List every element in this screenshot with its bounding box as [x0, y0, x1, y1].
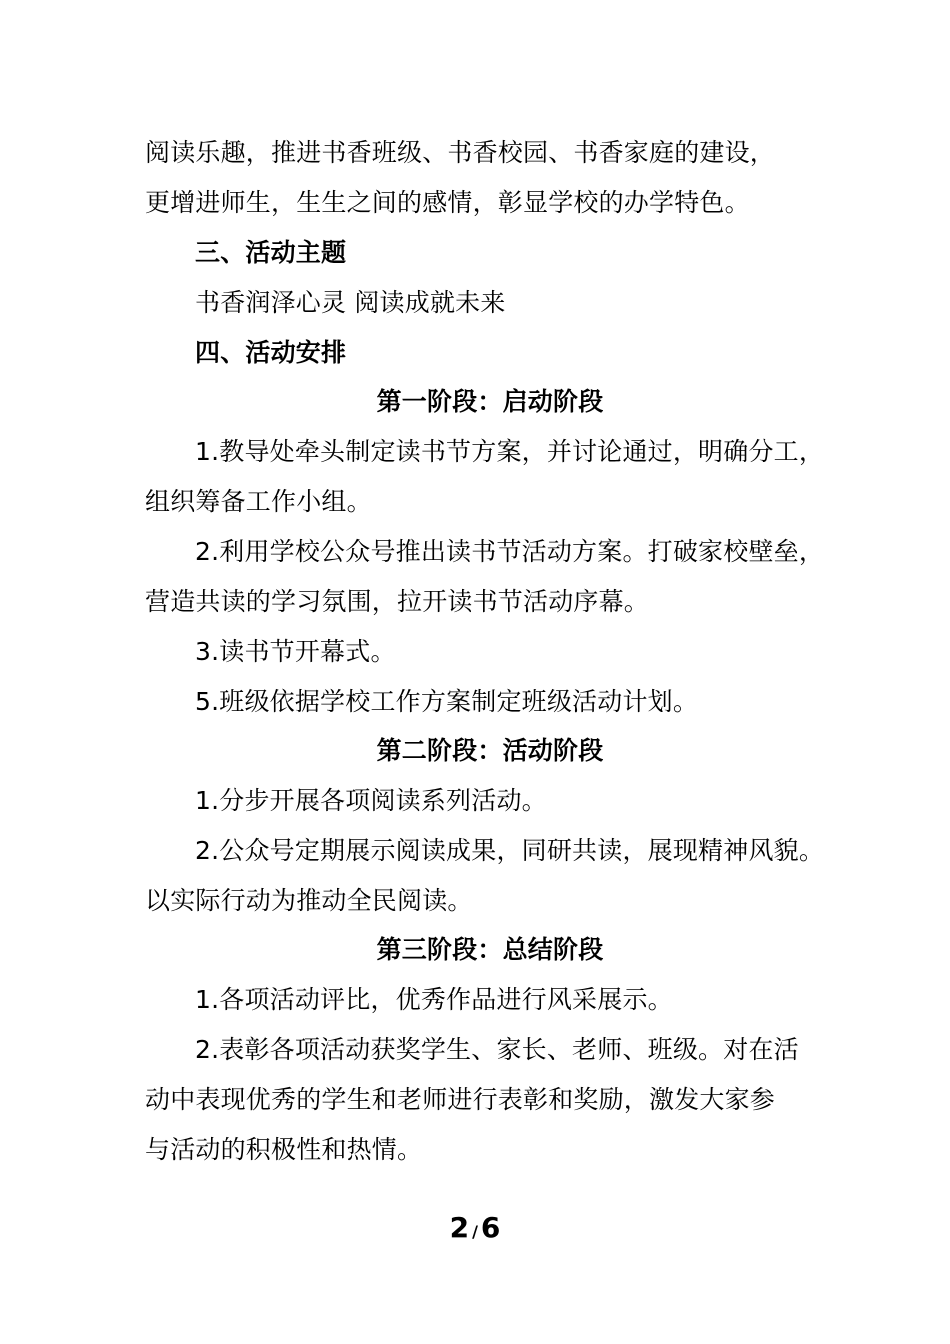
paragraph-line: 与活动的积极性和热情。 — [145, 1135, 423, 1164]
paragraph-line: 1.分步开展各项阅读系列活动。 — [195, 786, 547, 815]
paragraph-line: 2.公众号定期展示阅读成果，同研共读，展现精神风貌。 — [195, 836, 825, 865]
section-heading-theme: 三、活动主题 — [195, 238, 347, 267]
paragraph-line: 5.班级依据学校工作方案制定班级活动计划。 — [195, 687, 699, 716]
paragraph-line: 1.各项活动评比，优秀作品进行风采展示。 — [195, 985, 673, 1014]
paragraph-line: 1.教导处牵头制定读书节方案，并讨论通过，明确分工， — [195, 437, 825, 466]
page-number — [0, 1206, 950, 1250]
theme-text: 书香润泽心灵 阅读成就未来 — [195, 288, 506, 317]
paragraph-line: 2.表彰各项活动获奖学生、家长、老师、班级。对在活 — [195, 1035, 799, 1064]
paragraph-line: 组织筹备工作小组。 — [145, 487, 372, 516]
stage-heading-3: 第三阶段：总结阶段 — [376, 935, 604, 964]
section-heading-schedule: 四、活动安排 — [195, 338, 347, 367]
paragraph-line: 2.利用学校公众号推出读书节活动方案。打破家校壁垒， — [195, 537, 825, 566]
stage-heading-2: 第二阶段：活动阶段 — [376, 736, 604, 765]
page-number-current: 2 — [449, 1211, 470, 1244]
page-number-total: 6 — [480, 1211, 501, 1244]
paragraph-line: 阅读乐趣，推进书香班级、书香校园、书香家庭的建设， — [145, 138, 776, 167]
stage-heading-1: 第一阶段：启动阶段 — [376, 387, 604, 416]
paragraph-line: 更增进师生，生生之间的感情，彰显学校的办学特色。 — [145, 188, 750, 217]
paragraph-line: 以实际行动为推动全民阅读。 — [145, 886, 473, 915]
paragraph-line: 动中表现优秀的学生和老师进行表彰和奖励，激发大家参 — [145, 1085, 776, 1114]
page-number-separator: / — [472, 1222, 478, 1241]
paragraph-line: 营造共读的学习氛围，拉开读书节活动序幕。 — [145, 587, 650, 616]
paragraph-line: 3.读书节开幕式。 — [195, 637, 396, 666]
